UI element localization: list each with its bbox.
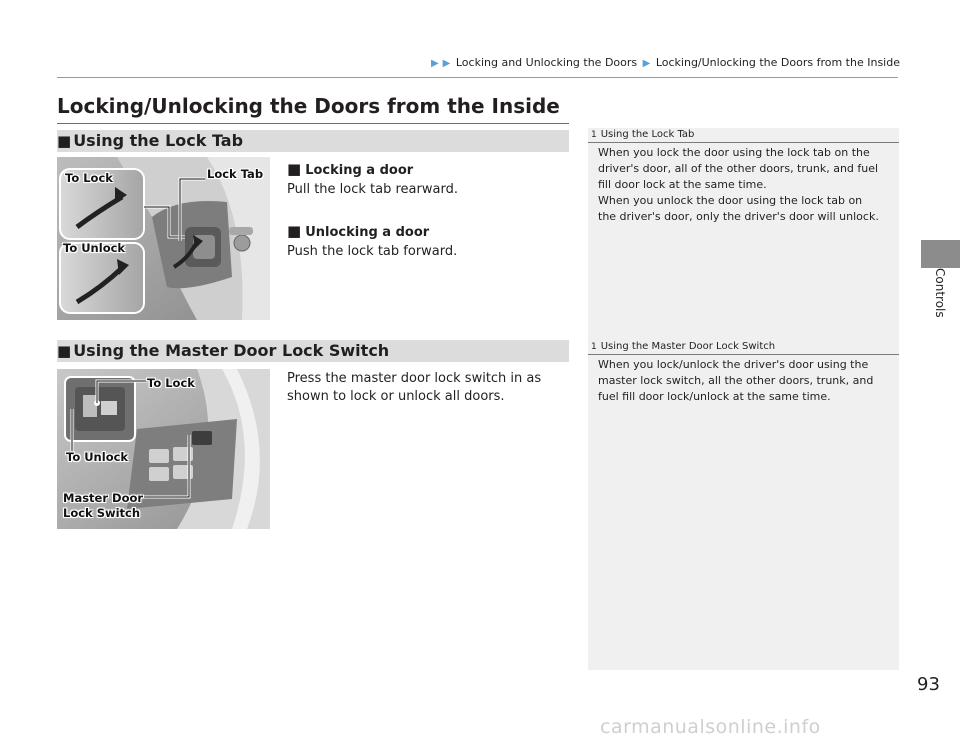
- reference-icon: 1: [591, 130, 597, 140]
- callout-to-unlock: To Unlock: [66, 450, 129, 464]
- header-divider: [57, 77, 898, 78]
- reference-icon: 1: [591, 342, 597, 352]
- square-bullet-icon: ■: [57, 131, 72, 150]
- callout-to-lock: To Lock: [147, 376, 195, 390]
- note-lock-tab: 1 Using the Lock Tab When you lock the door using the lock tab on the driver's door, all of the other doors, trunk, and fuel fill door lock at the same time. When you unlock the door using the lock tab on the driver's door, only the driver's door will unlock.: [588, 129, 899, 225]
- breadcrumb-item[interactable]: Locking/Unlocking the Doors from the Inside: [655, 56, 900, 69]
- callout-to-lock: To Lock: [65, 171, 113, 185]
- callout-master-line2: Lock Switch: [63, 506, 141, 520]
- section-heading-lock-tab: ■ Using the Lock Tab: [57, 130, 569, 152]
- square-bullet-icon: ■: [57, 341, 72, 360]
- square-bullet-icon: ■: [287, 222, 302, 240]
- locking-text: Pull the lock tab rearward.: [287, 182, 458, 197]
- triangle-right-icon: ▶: [442, 58, 451, 69]
- square-bullet-icon: ■: [287, 160, 302, 178]
- chapter-tab[interactable]: [921, 240, 960, 268]
- breadcrumb-item[interactable]: Locking and Unlocking the Doors: [455, 56, 638, 69]
- subheading-unlocking: ■ Unlocking a door: [287, 222, 430, 240]
- master-switch-illustration: [57, 369, 270, 529]
- subheading-locking: ■ Locking a door: [287, 160, 414, 178]
- triangle-right-icon: ▶: [430, 58, 439, 69]
- page-title: Locking/Unlocking the Doors from the Inside: [57, 94, 560, 118]
- unlocking-text: Push the lock tab forward.: [287, 244, 458, 259]
- note-master-switch: 1 Using the Master Door Lock Switch When you lock/unlock the driver's door using the master lock switch, all the other doors, trunk, and fuel fill door lock/unlock at the same time.: [588, 341, 899, 405]
- title-divider: [57, 123, 569, 124]
- chapter-label: Controls: [933, 268, 947, 318]
- section-heading-master-switch: ■ Using the Master Door Lock Switch: [57, 340, 569, 362]
- triangle-right-icon: ▶: [642, 58, 651, 69]
- page-number: 93: [917, 674, 940, 695]
- callout-to-unlock: To Unlock: [63, 241, 126, 255]
- lock-tab-illustration: [57, 157, 270, 320]
- callout-lock-tab: Lock Tab: [207, 167, 264, 181]
- callout-master-line1: Master Door: [63, 491, 144, 505]
- watermark: carmanualsonline.info: [600, 716, 821, 738]
- breadcrumb: [429, 56, 900, 69]
- master-switch-text: Press the master door lock switch in as shown to lock or unlock all doors.: [287, 371, 542, 404]
